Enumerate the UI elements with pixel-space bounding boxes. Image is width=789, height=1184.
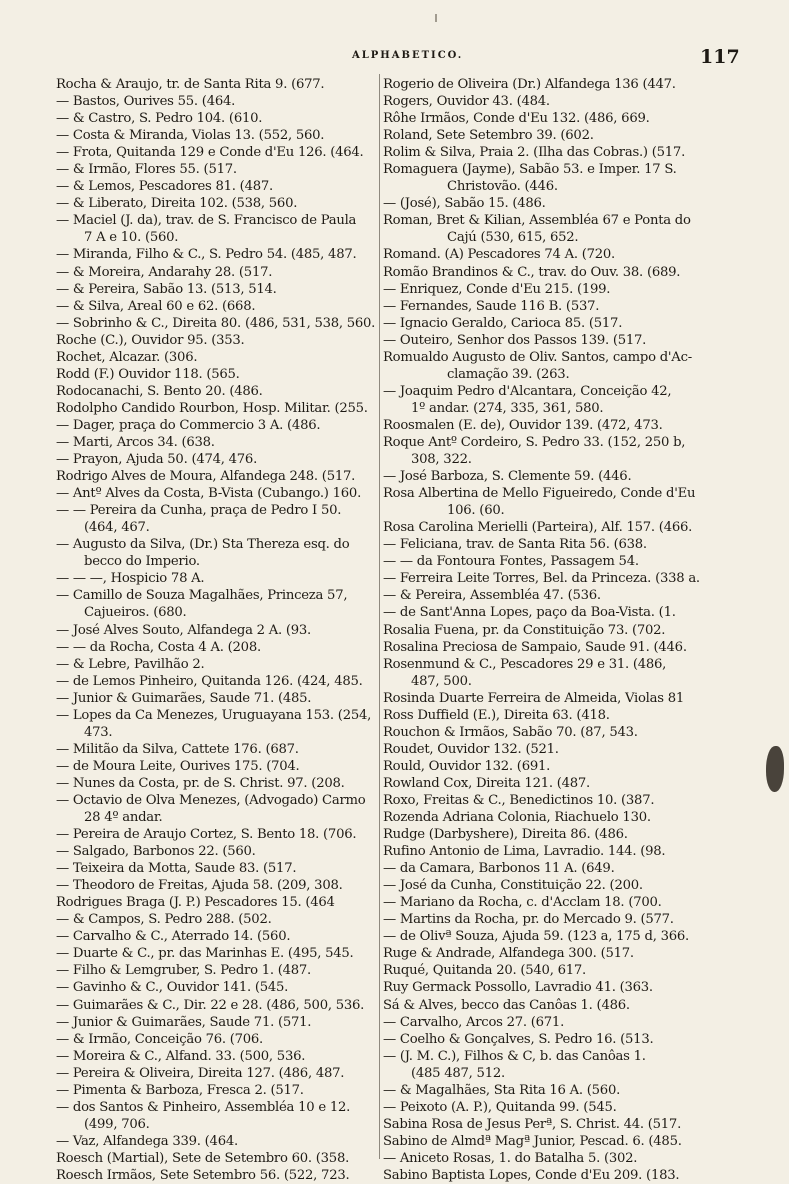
directory-entry: clamação 39. (263. bbox=[447, 366, 570, 382]
directory-entry: — Nunes da Costa, pr. de S. Christ. 97. (208. bbox=[56, 775, 345, 791]
directory-entry: Rodrigues Braga (J. P.) Pescadores 15. (464 bbox=[56, 895, 335, 911]
directory-entry: (464, 467. bbox=[84, 520, 150, 536]
directory-entry: — Theodoro de Freitas, Ajuda 58. (209, 308. bbox=[56, 878, 343, 894]
directory-entry: Roland, Sete Setembro 39. (602. bbox=[383, 128, 594, 144]
directory-entry: 1º andar. (274, 335, 361, 580. bbox=[411, 400, 604, 416]
directory-entry: — Fernandes, Saude 116 B. (537. bbox=[383, 298, 600, 314]
directory-entry: Ruqué, Quitanda 20. (540, 617. bbox=[383, 963, 586, 979]
directory-entry: — de Olivª Souza, Ajuda 59. (123 a, 175 d, 366. bbox=[383, 929, 689, 945]
directory-entry: 487, 500. bbox=[411, 673, 472, 689]
directory-entry: — Antº Alves da Costa, B-Vista (Cubango.) 160. bbox=[56, 486, 362, 502]
directory-entry: — Frota, Quitanda 129 e Conde d'Eu 126. (464. bbox=[56, 145, 364, 161]
running-title: ALPHABETICO. bbox=[352, 50, 464, 61]
directory-entry: — Duarte & C., pr. das Marinhas E. (495, 545. bbox=[56, 946, 354, 962]
directory-entry: — dos Santos & Pinheiro, Assembléa 10 e 12. bbox=[56, 1099, 351, 1115]
directory-entry: Rosenmund & C., Pescadores 29 e 31. (486, bbox=[383, 656, 667, 672]
page-header bbox=[0, 46, 789, 68]
right-column bbox=[383, 76, 723, 1183]
directory-entry: Romand. (A) Pescadores 74 A. (720. bbox=[383, 247, 615, 263]
directory-entry: Roche (C.), Ouvidor 95. (353. bbox=[56, 332, 245, 348]
directory-entry: — — Pereira da Cunha, praça de Pedro I 50. bbox=[56, 503, 342, 519]
directory-entry: — Miranda, Filho & C., S. Pedro 54. (485, 487. bbox=[56, 247, 357, 263]
directory-entry: Romualdo Augusto de Oliv. Santos, campo d'Ac- bbox=[383, 349, 692, 365]
directory-entry: 28 4º andar. bbox=[84, 810, 163, 826]
directory-entry: Sabino de Almdª Magª Junior, Pescad. 6. (485. bbox=[383, 1133, 682, 1149]
directory-entry: — Junior & Guimarães, Saude 71. (571. bbox=[56, 1014, 312, 1030]
directory-entry: — José Alves Souto, Alfandega 2 A. (93. bbox=[56, 622, 311, 638]
directory-entry: Rodd (F.) Ouvidor 118. (565. bbox=[56, 366, 240, 382]
directory-entry: — Vaz, Alfandega 339. (464. bbox=[56, 1133, 238, 1149]
directory-entry: Romaguera (Jayme), Sabão 53. e Imper. 17 S. bbox=[383, 162, 677, 178]
directory-entry: Roesch (Martial), Sete de Setembro 60. (358. bbox=[56, 1150, 350, 1166]
directory-entry: — de Moura Leite, Ourives 175. (704. bbox=[56, 758, 300, 774]
directory-entry: — & Liberato, Direita 102. (538, 560. bbox=[56, 196, 298, 212]
directory-entry: Sabina Rosa de Jesus Perª, S. Christ. 44. (517. bbox=[383, 1116, 682, 1132]
directory-entry: — Sobrinho & C., Direita 80. (486, 531, 538, 560. bbox=[56, 315, 376, 331]
directory-entry: — Feliciana, trav. de Santa Rita 56. (638. bbox=[383, 537, 647, 553]
directory-entry: Roque Antº Cordeiro, S. Pedro 33. (152, 250 b, bbox=[383, 434, 686, 450]
directory-entry: — Joaquim Pedro d'Alcantara, Conceição 42, bbox=[383, 383, 672, 399]
directory-entry: — Junior & Guimarães, Saude 71. (485. bbox=[56, 690, 312, 706]
directory-entry: — Octavio de Olva Menezes, (Advogado) Carmo bbox=[56, 792, 366, 808]
directory-entry: — Augusto da Silva, (Dr.) Sta Thereza esq. do bbox=[56, 537, 350, 553]
directory-entry: — & Lemos, Pescadores 81. (487. bbox=[56, 179, 273, 195]
directory-entry: 473. bbox=[84, 724, 113, 740]
directory-entry: — Marti, Arcos 34. (638. bbox=[56, 434, 215, 450]
directory-entry: — Dager, praça do Commercio 3 A. (486. bbox=[56, 417, 321, 433]
directory-entry: Roosmalen (E. de), Ouvidor 139. (472, 473. bbox=[383, 417, 663, 433]
column-divider bbox=[379, 74, 380, 1159]
directory-entry: — & Silva, Areal 60 e 62. (668. bbox=[56, 298, 256, 314]
directory-entry: — José da Cunha, Constituição 22. (200. bbox=[383, 878, 643, 894]
directory-entry: — (J. M. C.), Filhos & C, b. das Canôas 1. bbox=[383, 1048, 646, 1064]
directory-entry: becco do Imperio. bbox=[84, 554, 200, 570]
directory-entry: Roudet, Ouvidor 132. (521. bbox=[383, 741, 559, 757]
directory-entry: Rolim & Silva, Praia 2. (Ilha das Cobras.) (517. bbox=[383, 145, 686, 161]
directory-entry: Rould, Ouvidor 132. (691. bbox=[383, 758, 551, 774]
directory-entry: — & Campos, S. Pedro 288. (502. bbox=[56, 912, 272, 928]
directory-entry: — da Camara, Barbonos 11 A. (649. bbox=[383, 861, 615, 877]
directory-entry: — José Barboza, S. Clemente 59. (446. bbox=[383, 469, 632, 485]
directory-entry: — Militão da Silva, Cattete 176. (687. bbox=[56, 741, 299, 757]
directory-entry: Rosalina Preciosa de Sampaio, Saude 91. (446. bbox=[383, 639, 687, 655]
ink-smudge bbox=[766, 746, 784, 792]
left-column bbox=[56, 76, 378, 1183]
directory-entry: Rochet, Alcazar. (306. bbox=[56, 349, 198, 365]
directory-entry: Christovão. (446. bbox=[447, 179, 558, 195]
directory-entry: — Pereira de Araujo Cortez, S. Bento 18. (706. bbox=[56, 827, 357, 843]
directory-entry: — Ignacio Geraldo, Carioca 85. (517. bbox=[383, 315, 623, 331]
print-mark bbox=[435, 14, 437, 22]
directory-entry: Rosa Albertina de Mello Figueiredo, Conde d'Eu bbox=[383, 486, 696, 502]
directory-entry: — Ferreira Leite Torres, Bel. da Princeza. (338 a. bbox=[383, 571, 700, 587]
directory-entry: 7 A e 10. (560. bbox=[84, 230, 179, 246]
directory-entry: — Enriquez, Conde d'Eu 215. (199. bbox=[383, 281, 611, 297]
directory-entry: — & Lebre, Pavilhão 2. bbox=[56, 656, 205, 672]
directory-entry: — & Pereira, Assembléa 47. (536. bbox=[383, 588, 601, 604]
directory-entry: Ruge & Andrade, Alfandega 300. (517. bbox=[383, 946, 634, 962]
directory-entry: — Costa & Miranda, Violas 13. (552, 560. bbox=[56, 128, 325, 144]
directory-entry: Ruy Germack Possollo, Lavradio 41. (363. bbox=[383, 980, 653, 996]
directory-entry: Rocha & Araujo, tr. de Santa Rita 9. (677. bbox=[56, 77, 325, 92]
directory-entry: — Filho & Lemgruber, S. Pedro 1. (487. bbox=[56, 963, 312, 979]
directory-entry: 106. (60. bbox=[447, 503, 505, 519]
directory-entry: Sabino Baptista Lopes, Conde d'Eu 209. (183. bbox=[383, 1168, 680, 1183]
directory-entry: — Carvalho, Arcos 27. (671. bbox=[383, 1014, 565, 1030]
directory-entry: Roxo, Freitas & C., Benedictinos 10. (387. bbox=[383, 792, 655, 808]
directory-entry: Rogers, Ouvidor 43. (484. bbox=[383, 94, 550, 110]
directory-entry: — Pimenta & Barboza, Fresca 2. (517. bbox=[56, 1082, 304, 1098]
directory-entry: Rogerio de Oliveira (Dr.) Alfandega 136 (447. bbox=[383, 77, 676, 92]
directory-entry: Rosa Carolina Merielli (Parteira), Alf. 157. (466. bbox=[383, 520, 693, 536]
directory-entry: — de Lemos Pinheiro, Quitanda 126. (424, 485. bbox=[56, 673, 363, 689]
directory-entry: Cajú (530, 615, 652. bbox=[447, 230, 579, 246]
directory-entry: Rouchon & Irmãos, Sabão 70. (87, 543. bbox=[383, 724, 638, 740]
directory-entry: — Moreira & C., Alfand. 33. (500, 536. bbox=[56, 1048, 306, 1064]
directory-entry: Rodrigo Alves de Moura, Alfandega 248. (517. bbox=[56, 469, 356, 485]
directory-entry: — Lopes da Ca Menezes, Uruguayana 153. (254, bbox=[56, 707, 372, 723]
directory-entry: — Martins da Rocha, pr. do Mercado 9. (577. bbox=[383, 912, 674, 928]
page-number: 117 bbox=[700, 46, 740, 68]
directory-entry: — — da Fontoura Fontes, Passagem 54. bbox=[383, 554, 639, 570]
directory-entry: Roesch Irmãos, Sete Setembro 56. (522, 723. bbox=[56, 1168, 350, 1183]
directory-entry: — & Irmão, Conceição 76. (706. bbox=[56, 1031, 263, 1047]
directory-entry: — de Sant'Anna Lopes, paço da Boa-Vista. (1. bbox=[383, 605, 676, 621]
directory-entry: Rowland Cox, Direita 121. (487. bbox=[383, 775, 590, 791]
directory-entry: — & Pereira, Sabão 13. (513, 514. bbox=[56, 281, 277, 297]
directory-entry: Rosinda Duarte Ferreira de Almeida, Violas 81 bbox=[383, 690, 685, 706]
directory-entry: — — da Rocha, Costa 4 A. (208. bbox=[56, 639, 261, 655]
directory-entry: — Teixeira da Motta, Saude 83. (517. bbox=[56, 861, 297, 877]
directory-entry: — Outeiro, Senhor dos Passos 139. (517. bbox=[383, 332, 647, 348]
directory-entry: Rosalia Fuena, pr. da Constituição 73. (702. bbox=[383, 622, 666, 638]
directory-entry: Roman, Bret & Kilian, Assembléa 67 e Ponta do bbox=[383, 213, 691, 229]
directory-entry: — Maciel (J. da), trav. de S. Francisco de Paula bbox=[56, 213, 357, 229]
directory-entry: — Bastos, Ourives 55. (464. bbox=[56, 94, 236, 110]
directory-entry: Romão Brandinos & C., trav. do Ouv. 38. (689. bbox=[383, 264, 681, 280]
directory-entry: Sá & Alves, becco das Canôas 1. (486. bbox=[383, 997, 630, 1013]
directory-entry: — & Castro, S. Pedro 104. (610. bbox=[56, 111, 263, 127]
directory-entry: (499, 706. bbox=[84, 1116, 150, 1132]
directory-entry: — & Magalhães, Sta Rita 16 A. (560. bbox=[383, 1082, 621, 1098]
directory-entry: 308, 322. bbox=[411, 452, 472, 468]
directory-entry: — Carvalho & C., Aterrado 14. (560. bbox=[56, 929, 291, 945]
directory-entry: — Coelho & Gonçalves, S. Pedro 16. (513. bbox=[383, 1031, 654, 1047]
directory-entry: — & Moreira, Andarahy 28. (517. bbox=[56, 264, 273, 280]
directory-entry: (485 487, 512. bbox=[411, 1065, 505, 1081]
directory-entry: — Aniceto Rosas, 1. do Batalha 5. (302. bbox=[383, 1150, 638, 1166]
directory-entry: Rodocanachi, S. Bento 20. (486. bbox=[56, 383, 263, 399]
directory-entry: Ross Duffield (E.), Direita 63. (418. bbox=[383, 707, 610, 723]
directory-entry: Rudge (Darbyshere), Direita 86. (486. bbox=[383, 827, 628, 843]
directory-entry: — Mariano da Rocha, c. d'Acclam 18. (700. bbox=[383, 895, 662, 911]
directory-entry: — (José), Sabão 15. (486. bbox=[383, 196, 546, 212]
directory-entry: Cajueiros. (680. bbox=[84, 605, 187, 621]
directory-entry: Rodolpho Candido Rourbon, Hosp. Militar. (255. bbox=[56, 400, 368, 416]
directory-entry: — Guimarães & C., Dir. 22 e 28. (486, 500, 536. bbox=[56, 997, 365, 1013]
directory-entry: — & Irmão, Flores 55. (517. bbox=[56, 162, 237, 178]
directory-entry: Rufino Antonio de Lima, Lavradio. 144. (98. bbox=[383, 844, 666, 860]
directory-entry: — Peixoto (A. P.), Quitanda 99. (545. bbox=[383, 1099, 617, 1115]
directory-entry: — Salgado, Barbonos 22. (560. bbox=[56, 844, 256, 860]
directory-entry: — — —, Hospicio 78 A. bbox=[56, 571, 205, 587]
directory-entry: — Camillo de Souza Magalhães, Princeza 57, bbox=[56, 588, 348, 604]
directory-entry: Rôhe Irmãos, Conde d'Eu 132. (486, 669. bbox=[383, 111, 650, 127]
directory-entry: — Prayon, Ajuda 50. (474, 476. bbox=[56, 452, 258, 468]
directory-entry: — Pereira & Oliveira, Direita 127. (486, 487. bbox=[56, 1065, 345, 1081]
directory-entry: — Gavinho & C., Ouvidor 141. (545. bbox=[56, 980, 289, 996]
directory-entry: Rozenda Adriana Colonia, Riachuelo 130. bbox=[383, 810, 651, 826]
